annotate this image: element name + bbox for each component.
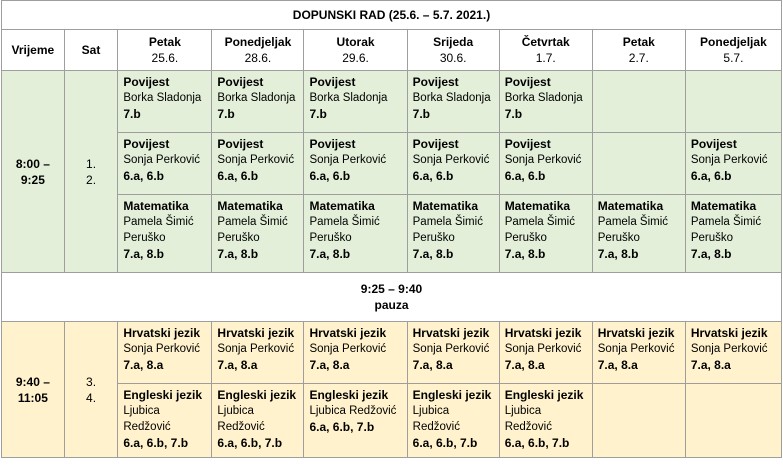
class-list: 6.a, 6.b, 7.b: [412, 436, 478, 450]
class-list: 7.a, 8.a: [309, 358, 350, 372]
table-cell: [304, 195, 407, 273]
header-day-5: [499, 30, 592, 71]
day-date: 28.6.: [244, 51, 272, 65]
subject-label: Hrvatski jezik: [412, 326, 490, 340]
block1-time: [2, 71, 65, 273]
day-name: Četvrtak: [521, 35, 570, 49]
subject-label: Hrvatski jezik: [217, 326, 295, 340]
table-cell: [407, 133, 499, 195]
table-cell: [499, 384, 592, 458]
table-cell: [499, 133, 592, 195]
header-sat: Sat: [64, 30, 118, 71]
subject-label: Povijest: [309, 137, 356, 151]
teacher-name: Sonja Perković: [597, 343, 675, 355]
teacher-name: Sonja Perković: [309, 154, 387, 166]
subject-label: Matematika: [123, 199, 189, 213]
block2-row-2: [2, 384, 782, 458]
class-list: 6.a, 6.b, 7.b: [504, 436, 570, 450]
sat-number: 1.: [86, 156, 97, 171]
class-list: 6.a, 6.b: [309, 169, 351, 183]
table-cell: [685, 195, 781, 273]
table-cell: [685, 133, 781, 195]
header-row: [2, 30, 782, 71]
subject-label: Matematika: [597, 199, 664, 213]
header-day-7: [685, 30, 781, 71]
table-cell: [118, 133, 212, 195]
break-row: [2, 273, 782, 322]
subject-label: Povijest: [690, 137, 737, 151]
header-day-3: [304, 30, 407, 71]
time-start: 9:40 –: [15, 374, 50, 389]
class-list: 6.a, 6.b, 7.b: [309, 420, 375, 434]
day-date: 2.7.: [628, 51, 649, 65]
time-end: 9:25: [20, 172, 45, 187]
table-cell: [304, 71, 407, 133]
class-list: 7.b: [217, 107, 235, 121]
block1-row-2: [2, 133, 782, 195]
header-vrijeme: Vrijeme: [2, 30, 65, 71]
header-day-2: [212, 30, 304, 71]
block1-row-3: [2, 195, 782, 273]
teacher-name: Pamela Šimić Peruško: [123, 216, 194, 244]
teacher-name: Sonja Perković: [412, 154, 490, 166]
day-date: 1.7.: [535, 51, 556, 65]
class-list: 7.b: [412, 107, 430, 121]
day-date: 5.7.: [723, 51, 744, 65]
teacher-name: Sonja Perković: [123, 154, 201, 166]
teacher-name: Sonja Perković: [690, 154, 768, 166]
block2-row-1: [2, 322, 782, 384]
table-title: DOPUNSKI RAD (25.6. – 5.7. 2021.): [2, 1, 782, 30]
teacher-name: Sonja Perković: [217, 343, 295, 355]
subject-label: Matematika: [412, 199, 479, 213]
subject-label: Hrvatski jezik: [504, 326, 582, 340]
table-cell: [304, 384, 407, 458]
teacher-name: Sonja Perković: [309, 343, 387, 355]
subject-label: Povijest: [504, 137, 551, 151]
teacher-name: Sonja Perković: [217, 154, 295, 166]
subject-label: Povijest: [217, 75, 264, 89]
teacher-name: Sonja Perković: [123, 343, 201, 355]
table-cell: [592, 322, 685, 384]
teacher-name: Pamela Šimić Peruško: [412, 216, 483, 244]
subject-label: Matematika: [690, 199, 757, 213]
table-cell: [212, 71, 304, 133]
schedule-table: [1, 0, 782, 458]
class-list: 7.a, 8.b: [504, 247, 546, 261]
time-start: 8:00 –: [15, 156, 50, 171]
teacher-name: Borka Sladonja: [123, 92, 202, 104]
subject-label: Povijest: [309, 75, 356, 89]
class-list: 7.a, 8.a: [690, 358, 731, 372]
table-cell: [407, 322, 499, 384]
table-cell: [685, 71, 781, 133]
subject-label: Hrvatski jezik: [123, 326, 201, 340]
class-list: 6.a, 6.b: [690, 169, 732, 183]
table-cell: [685, 384, 781, 458]
table-cell: [407, 195, 499, 273]
teacher-name: Sonja Perković: [690, 343, 768, 355]
teacher-name: Sonja Perković: [504, 343, 582, 355]
class-list: 7.a, 8.a: [123, 358, 164, 372]
time-end: 11:05: [17, 390, 48, 405]
class-list: 7.a, 8.a: [217, 358, 258, 372]
class-list: 7.a, 8.b: [123, 247, 165, 261]
day-name: Ponedjeljak: [700, 35, 767, 49]
subject-label: Povijest: [504, 75, 551, 89]
subject-label: Hrvatski jezik: [597, 326, 675, 340]
table-cell: [685, 322, 781, 384]
subject-label: Engleski jezik: [123, 388, 203, 402]
table-cell: [212, 195, 304, 273]
teacher-name: Pamela Šimić Peruško: [690, 216, 762, 244]
day-name: Ponedjeljak: [224, 35, 292, 49]
table-cell: [304, 133, 407, 195]
class-list: 7.b: [309, 107, 327, 121]
class-list: 7.a, 8.a: [412, 358, 453, 372]
class-list: 6.a, 6.b: [412, 169, 454, 183]
table-cell: [118, 322, 212, 384]
subject-label: Engleski jezik: [217, 388, 297, 402]
table-cell: [212, 384, 304, 458]
table-cell: [118, 195, 212, 273]
class-list: 7.a, 8.b: [309, 247, 351, 261]
table-cell: [304, 322, 407, 384]
class-list: 7.a, 8.a: [597, 358, 638, 372]
table-cell: [499, 71, 592, 133]
table-cell: [118, 71, 212, 133]
table-cell: [592, 384, 685, 458]
class-list: 7.a, 8.b: [597, 247, 639, 261]
teacher-name: Ljubica Redžović: [504, 405, 552, 433]
sat-number: 3.: [86, 374, 97, 389]
block1-sat: [64, 71, 118, 273]
class-list: 6.a, 6.b: [504, 169, 546, 183]
subject-label: Matematika: [217, 199, 283, 213]
class-list: 7.a, 8.b: [217, 247, 259, 261]
subject-label: Hrvatski jezik: [309, 326, 387, 340]
header-day-1: [118, 30, 212, 71]
teacher-name: Ljubica Redžović: [412, 405, 460, 433]
block1-row-1: [2, 71, 782, 133]
table-cell: [499, 195, 592, 273]
table-cell: [212, 133, 304, 195]
subject-label: Engleski jezik: [412, 388, 492, 402]
class-list: 7.a, 8.b: [412, 247, 454, 261]
day-name: Srijeda: [433, 35, 474, 49]
day-name: Petak: [622, 35, 655, 49]
subject-label: Povijest: [123, 75, 170, 89]
class-list: 7.a, 8.b: [690, 247, 732, 261]
teacher-name: Pamela Šimić Peruško: [309, 216, 380, 244]
class-list: 6.a, 6.b, 7.b: [123, 436, 189, 450]
subject-label: Povijest: [412, 75, 459, 89]
teacher-name: Borka Sladonja: [309, 92, 388, 104]
teacher-name: Borka Sladonja: [504, 92, 583, 104]
class-list: 6.a, 6.b: [123, 169, 165, 183]
teacher-name: Sonja Perković: [504, 154, 582, 166]
table-cell: [407, 384, 499, 458]
break-cell: [2, 273, 782, 322]
subject-label: Povijest: [217, 137, 264, 151]
class-list: 6.a, 6.b, 7.b: [217, 436, 283, 450]
teacher-name: Ljubica Redžović: [123, 405, 171, 433]
table-cell: [592, 71, 685, 133]
class-list: 6.a, 6.b: [217, 169, 259, 183]
class-list: 7.b: [123, 107, 141, 121]
class-list: 7.b: [504, 107, 523, 121]
subject-label: Povijest: [412, 137, 459, 151]
header-day-6: [592, 30, 685, 71]
block2-time: [2, 322, 65, 458]
subject-label: Matematika: [504, 199, 571, 213]
table-cell: [592, 195, 685, 273]
day-date: 30.6.: [439, 51, 467, 65]
teacher-name: Ljubica Redžović: [309, 405, 397, 417]
teacher-name: Sonja Perković: [412, 343, 490, 355]
subject-label: Povijest: [123, 137, 170, 151]
day-date: 29.6.: [342, 51, 369, 65]
subject-label: Hrvatski jezik: [690, 326, 768, 340]
subject-label: Matematika: [309, 199, 375, 213]
subject-label: Engleski jezik: [309, 388, 389, 402]
sat-number: 2.: [86, 172, 97, 187]
block2-sat: [64, 322, 118, 458]
break-time: 9:25 – 9:40: [360, 282, 423, 296]
table-cell: [212, 322, 304, 384]
day-name: Utorak: [336, 35, 375, 49]
header-day-4: [407, 30, 499, 71]
table-cell: [118, 384, 212, 458]
table-cell: [407, 71, 499, 133]
table-cell: [499, 322, 592, 384]
teacher-name: Ljubica Redžović: [217, 405, 265, 433]
teacher-name: Pamela Šimić Peruško: [597, 216, 669, 244]
table-cell: [592, 133, 685, 195]
subject-label: Engleski jezik: [504, 388, 584, 402]
day-name: Petak: [148, 35, 181, 49]
class-list: 7.a, 8.a: [504, 358, 545, 372]
break-label: pauza: [374, 298, 409, 312]
teacher-name: Pamela Šimić Peruško: [217, 216, 288, 244]
teacher-name: Borka Sladonja: [412, 92, 491, 104]
teacher-name: Pamela Šimić Peruško: [504, 216, 575, 244]
sat-number: 4.: [86, 390, 97, 405]
teacher-name: Borka Sladonja: [217, 92, 296, 104]
day-date: 25.6.: [151, 51, 179, 65]
